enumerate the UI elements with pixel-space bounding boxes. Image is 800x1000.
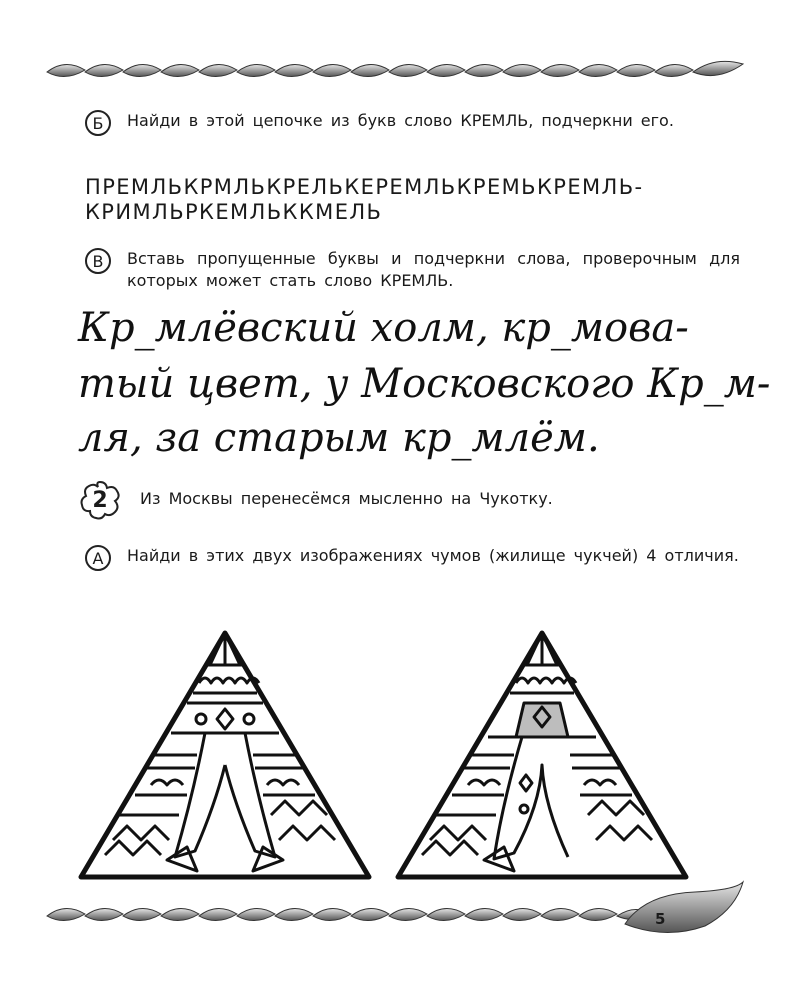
task-a: [85, 545, 740, 567]
task-2-instruction: Из Москвы перенесёмся мысленно на Чукотку.: [140, 489, 553, 508]
task-b: [85, 110, 740, 132]
task-number: 2: [92, 487, 108, 513]
task-marker-b: Б: [85, 110, 111, 136]
script-line-2: тый цвет, у Московского Кр_м-: [78, 361, 771, 407]
decorative-border-top: [45, 52, 745, 86]
task-b-instruction: Найди в этой цепочке из букв слово КРЕМЛЬ, подчеркни его.: [127, 111, 674, 130]
letter-chain: [85, 175, 725, 225]
page-number: 5: [655, 910, 666, 928]
letter-chain-line-2: КРИМЛЬРКЕМЛЬККМЕЛЬ: [85, 200, 383, 224]
decorative-border-bottom: [45, 880, 745, 940]
task-a-instruction: Найди в этих двух изображениях чумов (жилище чукчей) 4 отличия.: [127, 546, 739, 565]
script-line-1: Кр_млёвский холм, кр_мова-: [78, 305, 689, 351]
task-v-instruction: Вставь пропущенные буквы и подчеркни слова, проверочным для которых может стать слово КРЕМЛЬ.: [127, 249, 740, 290]
tent-left-illustration: [75, 625, 375, 885]
task-marker-v: В: [85, 248, 111, 274]
letter-chain-line-1: ПРЕМЛЬКРМЛЬКРЕЛЬКЕРЕМЛЬКРЕМЬКРЕМЛЬ-: [85, 175, 644, 199]
task-marker-a: А: [85, 545, 111, 571]
tent-right-illustration: [392, 625, 692, 885]
task-v: [85, 248, 740, 292]
script-line-3: ля, за старым кр_млём.: [78, 415, 600, 461]
